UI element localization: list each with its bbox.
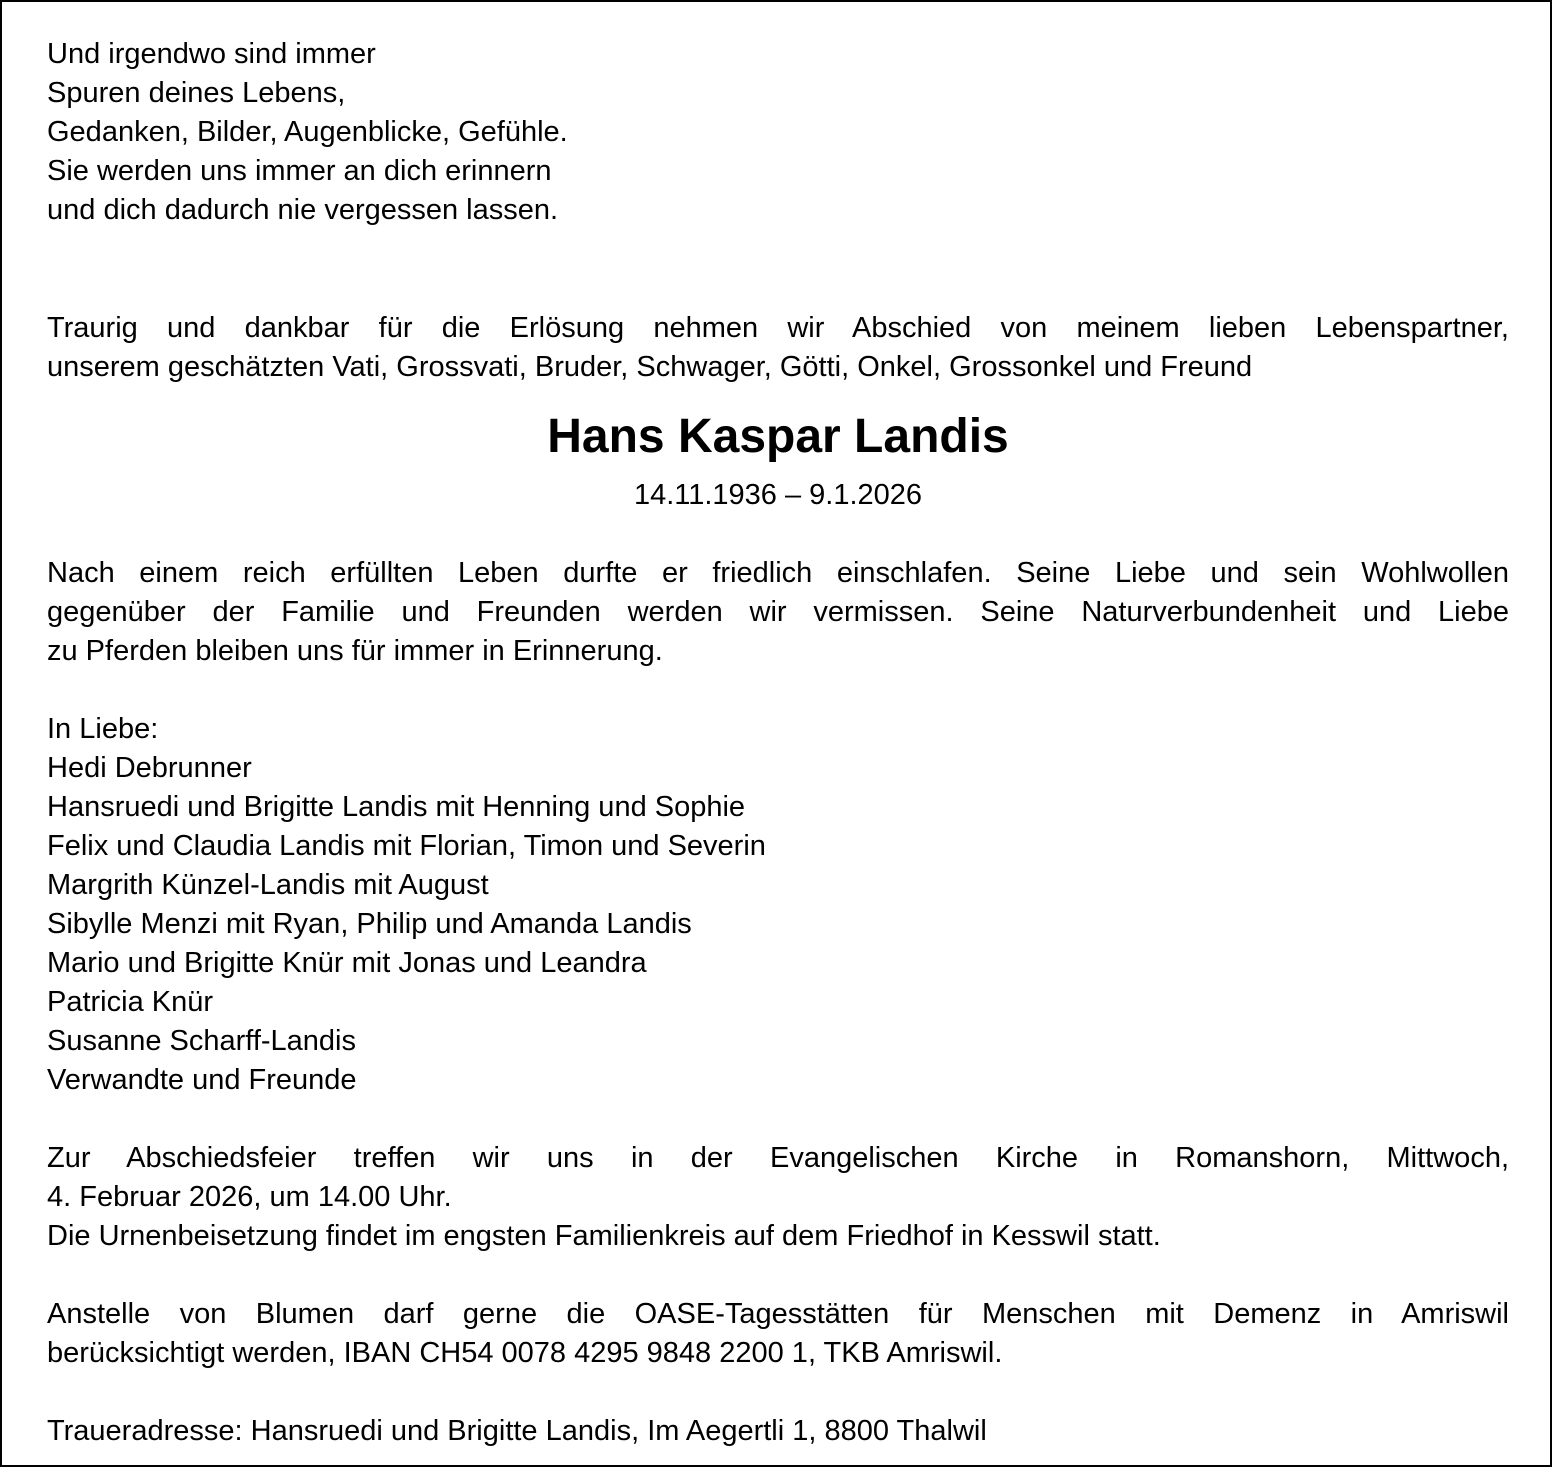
- tribute-line: zu Pferden bleiben uns für immer in Erinnerung.: [47, 635, 663, 667]
- ceremony-line: Die Urnenbeisetzung findet im engsten Familienkreis auf dem Friedhof in Kesswil statt.: [47, 1220, 1161, 1252]
- mourner-name: Hedi Debrunner: [47, 752, 252, 784]
- mourner-name: Mario und Brigitte Knür mit Jonas und Leandra: [47, 947, 647, 979]
- intro-line: Traurig und dankbar für die Erlösung nehmen wir Abschied von meinem lieben Lebenspartner,: [47, 312, 1509, 344]
- obituary-content: [47, 35, 1509, 1451]
- mourning-address: [47, 1412, 1509, 1451]
- address-line: Traueradresse: Hansruedi und Brigitte Landis, Im Aegertli 1, 8800 Thalwil: [47, 1415, 987, 1447]
- poem-line: Spuren deines Lebens,: [47, 77, 346, 109]
- life-dates: 14.11.1936 – 9.1.2026: [633, 479, 923, 511]
- donation-line: berücksichtigt werden, IBAN CH54 0078 4295 9848 2200 1, TKB Amriswil.: [47, 1337, 1003, 1369]
- tribute-line: Nach einem reich erfüllten Leben durfte er friedlich einschlafen. Seine Liebe und sein Wohlwollen: [47, 557, 1509, 589]
- poem-line: Sie werden uns immer an dich erinnern: [47, 155, 552, 187]
- mourner-name: Sibylle Menzi mit Ryan, Philip und Amanda Landis: [47, 908, 692, 940]
- mourner-name: Verwandte und Freunde: [47, 1064, 357, 1096]
- mourner-name: Margrith Künzel-Landis mit August: [47, 869, 489, 901]
- ceremony-line: Zur Abschiedsfeier treffen wir uns in der Evangelischen Kirche in Romanshorn, Mittwoch,: [47, 1142, 1509, 1174]
- poem-line: und dich dadurch nie vergessen lassen.: [47, 194, 559, 226]
- memorial-poem: [47, 35, 1509, 230]
- mourners-list: [47, 710, 1509, 1100]
- deceased-name: Hans Kaspar Landis: [547, 410, 1009, 463]
- donation-info: [47, 1295, 1509, 1373]
- tribute-line: gegenüber der Familie und Freunden werden wir vermissen. Seine Naturverbundenheit und Liebe: [47, 596, 1509, 628]
- mourners-heading: In Liebe:: [47, 713, 159, 745]
- mourner-name: Hansruedi und Brigitte Landis mit Henning und Sophie: [47, 791, 746, 823]
- life-tribute: [47, 554, 1509, 671]
- ceremony-line: 4. Februar 2026, um 14.00 Uhr.: [47, 1181, 452, 1213]
- poem-line: Und irgendwo sind immer: [47, 38, 376, 70]
- intro-line: unserem geschätzten Vati, Grossvati, Bruder, Schwager, Götti, Onkel, Grossonkel und Freund: [47, 351, 1253, 383]
- mourner-name: Patricia Knür: [47, 986, 214, 1018]
- mourner-name: Felix und Claudia Landis mit Florian, Timon und Severin: [47, 830, 766, 862]
- ceremony-info: [47, 1139, 1509, 1256]
- mourner-name: Susanne Scharff-Landis: [47, 1025, 357, 1057]
- farewell-intro: [47, 309, 1509, 387]
- donation-line: Anstelle von Blumen darf gerne die OASE-Tagesstätten für Menschen mit Demenz in Amriswil: [47, 1298, 1509, 1330]
- poem-line: Gedanken, Bilder, Augenblicke, Gefühle.: [47, 116, 568, 148]
